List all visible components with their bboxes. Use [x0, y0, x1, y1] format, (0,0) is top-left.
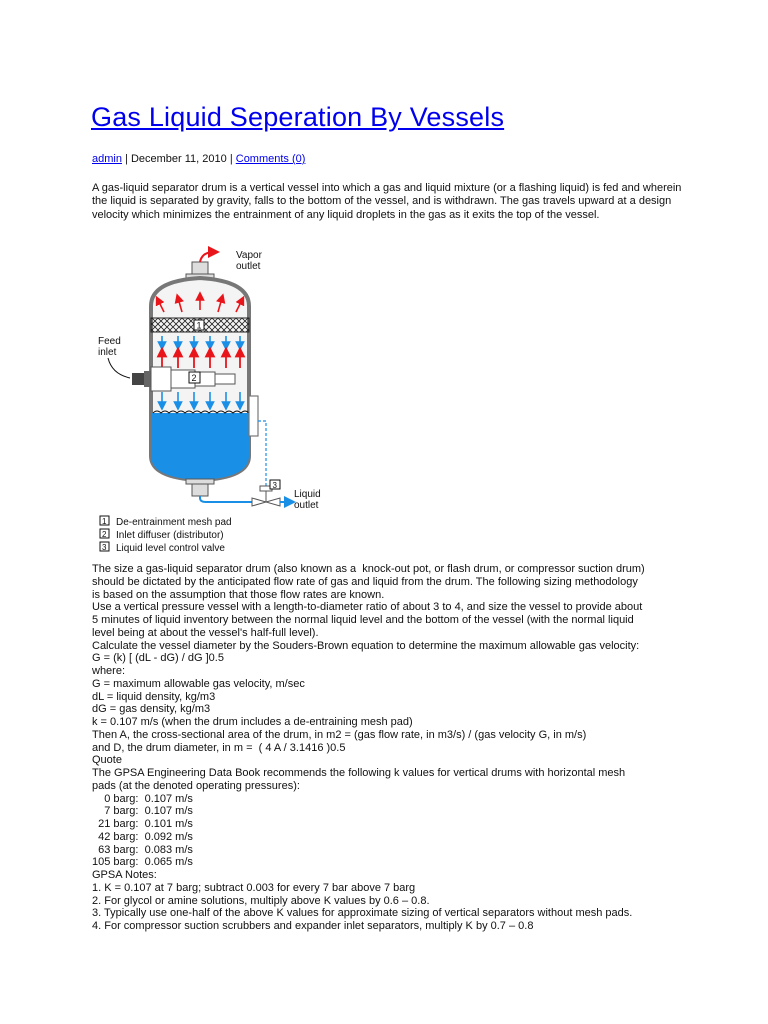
marker-1: 1 — [196, 320, 202, 331]
body-line: dL = liquid density, kg/m3 — [92, 690, 216, 703]
body-line: GPSA Notes: — [92, 869, 157, 881]
vapor-label: Vapor — [236, 250, 262, 261]
body-line: 105 barg: 0.065 m/s — [92, 856, 193, 869]
body-line: The GPSA Engineering Data Book recommends the following k values for vertical drums with horizontal mesh — [92, 767, 626, 779]
liquid-label: Liquid — [294, 489, 321, 500]
body-line: Then A, the cross-sectional area of the drum, in m2 = (gas flow rate, in m3/s) / (gas velocity G, in m/s) — [92, 728, 587, 741]
body-line: 0 barg: 0.107 m/s — [92, 792, 193, 805]
comments-link[interactable]: Comments (0) — [235, 153, 306, 165]
legend-item: De-entrainment mesh pad — [116, 517, 232, 528]
vapor-label-2: outlet — [236, 261, 261, 272]
body-line: Quote — [92, 754, 122, 767]
post-date: December 11, 2010 — [130, 153, 227, 165]
feed-label: Feed — [98, 336, 121, 347]
svg-text:2: 2 — [102, 530, 107, 539]
body-line: The size a gas-liquid separator drum (also known as a knock-out pot, or flash drum, or compressor suction drum) — [92, 563, 645, 575]
body-line: should be dictated by the anticipated flow rate of gas and liquid from the drum. The following sizing methodology — [92, 575, 638, 588]
level-gauge — [249, 396, 258, 436]
vapor-outlet-arrow — [200, 252, 214, 262]
body-line: dG = gas density, kg/m3 — [92, 703, 211, 716]
body-line: G = maximum allowable gas velocity, m/sec — [92, 677, 305, 690]
meta-separator: | — [121, 153, 131, 165]
body-line: 3. Typically use one-half of the above K values for approximate sizing of vertical separators without mesh pads. — [92, 907, 633, 920]
liquid-nozzle — [186, 479, 214, 496]
intro-paragraph: A gas-liquid separator drum is a vertical vessel into which a gas and liquid mixture (or a flashing liquid) is fed and wherein the liquid is separated by gravity, falls to the bottom of the vessel, and is withdrawn. The gas travels upward at a design velocity which minimizes the entrainment of any liquid droplets in the gas as it exits the top of the vessel. — [92, 182, 682, 221]
body-line: and D, the drum diameter, in m = ( 4 A / 3.1416 )0.5 — [92, 741, 346, 754]
separator-diagram — [92, 246, 332, 556]
article-body — [92, 563, 692, 933]
body-line: 42 barg: 0.092 m/s — [92, 830, 193, 843]
body-line: 21 barg: 0.101 m/s — [92, 818, 193, 830]
body-line: Calculate the vessel diameter by the Souders-Brown equation to determine the maximum allowable gas velocity: — [92, 639, 640, 652]
body-line: level being at about the vessel's half-full level). — [92, 626, 319, 639]
body-line: is based on the assumption that those flow rates are known. — [92, 588, 385, 601]
article-title[interactable]: Gas Liquid Seperation By Vessels — [91, 102, 505, 132]
legend-item: Inlet diffuser (distributor) — [116, 530, 224, 541]
body-line: 7 barg: 0.107 m/s — [92, 805, 193, 818]
feed-label-2: inlet — [98, 347, 117, 358]
body-line: 5 minutes of liquid inventory between the normal liquid level and the bottom of the vessel (with the normal liquid — [92, 614, 634, 626]
marker-3: 3 — [272, 481, 277, 490]
svg-text:3: 3 — [102, 543, 107, 552]
body-line: 2. For glycol or amine solutions, multiply above K values by 0.6 – 0.8. — [92, 894, 430, 907]
body-line: 1. K = 0.107 at 7 barg; subtract 0.003 for every 7 bar above 7 barg — [92, 881, 416, 894]
body-line: k = 0.107 m/s (when the drum includes a de-entraining mesh pad) — [92, 716, 413, 728]
liquid-label-2: outlet — [294, 500, 319, 511]
body-line: Use a vertical pressure vessel with a length-to-diameter ratio of about 3 to 4, and size the vessel to provide about — [92, 601, 643, 614]
diagram-legend — [100, 516, 232, 554]
legend-item: Liquid level control valve — [116, 543, 225, 554]
svg-text:1: 1 — [102, 517, 107, 526]
body-line: pads (at the denoted operating pressures): — [92, 779, 300, 792]
body-line: where: — [92, 665, 126, 677]
marker-2: 2 — [191, 373, 197, 383]
body-line: G = (k) [ (dL - dG) / dG ]0.5 — [92, 652, 224, 665]
body-line: 4. For compressor suction scrubbers and expander inlet separators, multiply K by 0.7 – 0.8 — [92, 920, 534, 932]
meta-separator: | — [226, 153, 236, 165]
author-link[interactable]: admin — [92, 153, 122, 165]
post-meta — [92, 153, 305, 165]
body-line: 63 barg: 0.083 m/s — [92, 843, 193, 856]
